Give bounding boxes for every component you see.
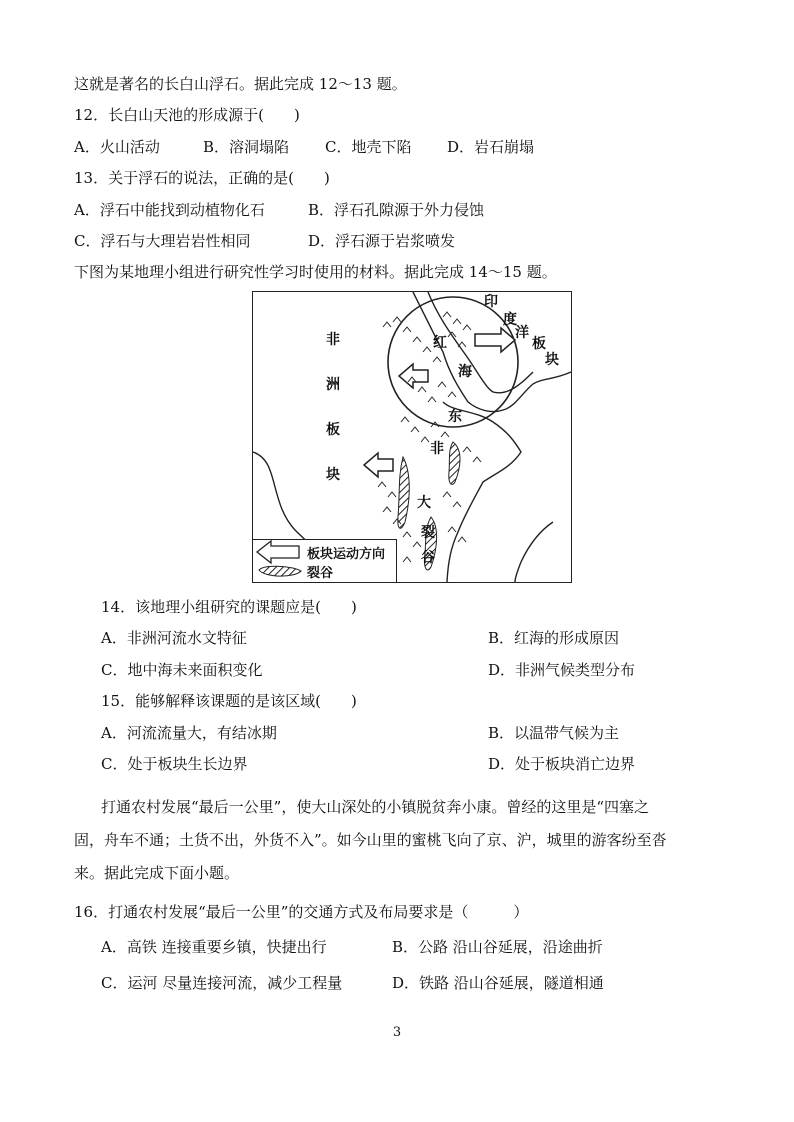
passage-line-2: 固，舟车不通；土货不出，外货不入”。如今山里的蜜桃飞向了京、沪，城里的游客纷至沓 bbox=[74, 831, 667, 849]
coastline-west bbox=[253, 452, 313, 548]
africa-plate-label-1: 非 bbox=[326, 332, 340, 348]
africa-plate-label-3: 板 bbox=[326, 422, 340, 438]
page-number: 3 bbox=[392, 1025, 402, 1040]
india-plate-label-3: 洋 bbox=[515, 325, 529, 341]
q15-option-c: C．处于板块生长边界 bbox=[101, 755, 248, 773]
q13-option-c: C．浮石与大理岩岩性相同 bbox=[74, 232, 251, 250]
q12-stem: 12．长白山天池的形成源于( ) bbox=[74, 106, 300, 124]
rift-hatch-icon bbox=[259, 566, 301, 576]
coastline-madagascar bbox=[515, 522, 553, 582]
q15-stem: 15．能够解释该课题的是该区域( ) bbox=[101, 692, 357, 710]
coastline-gulf-aden bbox=[443, 402, 521, 582]
q12-option-d: D．岩石崩塌 bbox=[447, 138, 535, 156]
q13-option-d: D．浮石源于岩浆喷发 bbox=[308, 232, 456, 250]
map-legend bbox=[253, 539, 397, 582]
q13-option-a: A．浮石中能找到动植物化石 bbox=[74, 201, 265, 219]
q13-option-b: B．浮石孔隙源于外力侵蚀 bbox=[308, 201, 485, 219]
q14-option-a: A．非洲河流水文特征 bbox=[101, 629, 247, 647]
arrow-icon bbox=[399, 364, 428, 388]
red-sea-label-2: 海 bbox=[458, 364, 472, 380]
india-plate-label-2: 度 bbox=[503, 312, 517, 328]
q12-option-b: B．溶洞塌陷 bbox=[203, 138, 290, 156]
q12-option-c: C．地壳下陷 bbox=[325, 138, 412, 156]
q14-option-d: D．非洲气候类型分布 bbox=[488, 661, 636, 679]
africa-plate-label-4: 块 bbox=[326, 467, 340, 483]
legend-motion-label: 板块运动方向 bbox=[307, 547, 386, 562]
legend-rift-label: 裂谷 bbox=[307, 566, 334, 581]
q16-option-a: A．高铁 连接重要乡镇，快捷出行 bbox=[101, 938, 327, 956]
arrow-icon bbox=[364, 453, 393, 477]
rift-label-4: 裂 bbox=[421, 525, 435, 541]
figure-intro: 下图为某地理小组进行研究性学习时使用的材料。据此完成 14～15 题。 bbox=[74, 263, 557, 281]
q12-option-a: A．火山活动 bbox=[74, 138, 160, 156]
q16-option-b: B．公路 沿山谷延展，沿途曲折 bbox=[392, 938, 603, 956]
rift-label-2: 非 bbox=[430, 441, 444, 457]
india-plate-label-1: 印 bbox=[484, 294, 498, 310]
rift-label-1: 东 bbox=[448, 409, 462, 425]
red-sea-label-1: 红 bbox=[433, 335, 447, 351]
q13-stem: 13．关于浮石的说法，正确的是( ) bbox=[74, 169, 330, 187]
q16-option-d: D．铁路 沿山谷延展，隧道相通 bbox=[392, 974, 604, 992]
rift-label-5: 谷 bbox=[421, 550, 435, 566]
arrow-icon bbox=[475, 328, 515, 352]
india-plate-label-4: 板 bbox=[532, 336, 546, 352]
india-plate-label-5: 块 bbox=[545, 352, 559, 368]
east-africa-map bbox=[252, 291, 572, 583]
q15-option-b: B．以温带气候为主 bbox=[488, 724, 620, 742]
q14-option-b: B．红海的形成原因 bbox=[488, 629, 620, 647]
passage-line-3: 来。据此完成下面小题。 bbox=[74, 864, 240, 882]
q15-option-a: A．河流流量大，有结冰期 bbox=[101, 724, 277, 742]
rift-label-3: 大 bbox=[417, 495, 431, 511]
q16-stem: 16．打通农村发展“最后一公里”的交通方式及布局要求是（ ） bbox=[74, 903, 529, 921]
rift-hatch-icon bbox=[398, 457, 409, 528]
q15-option-d: D．处于板块消亡边界 bbox=[488, 755, 636, 773]
passage-line-1: 打通农村发展“最后一公里”，使大山深处的小镇脱贫奔小康。曾经的这里是“四塞之 bbox=[101, 798, 650, 816]
q14-stem: 14．该地理小组研究的课题应是( ) bbox=[101, 598, 357, 616]
africa-plate-label-2: 洲 bbox=[326, 377, 340, 393]
q14-option-c: C．地中海未来面积变化 bbox=[101, 661, 263, 679]
q16-option-c: C．运河 尽量连接河流，减少工程量 bbox=[101, 974, 343, 992]
rift-hatch-icon bbox=[449, 442, 460, 484]
arrow-icon bbox=[257, 541, 299, 563]
intro-line: 这就是著名的长白山浮石。据此完成 12～13 题。 bbox=[74, 75, 407, 93]
